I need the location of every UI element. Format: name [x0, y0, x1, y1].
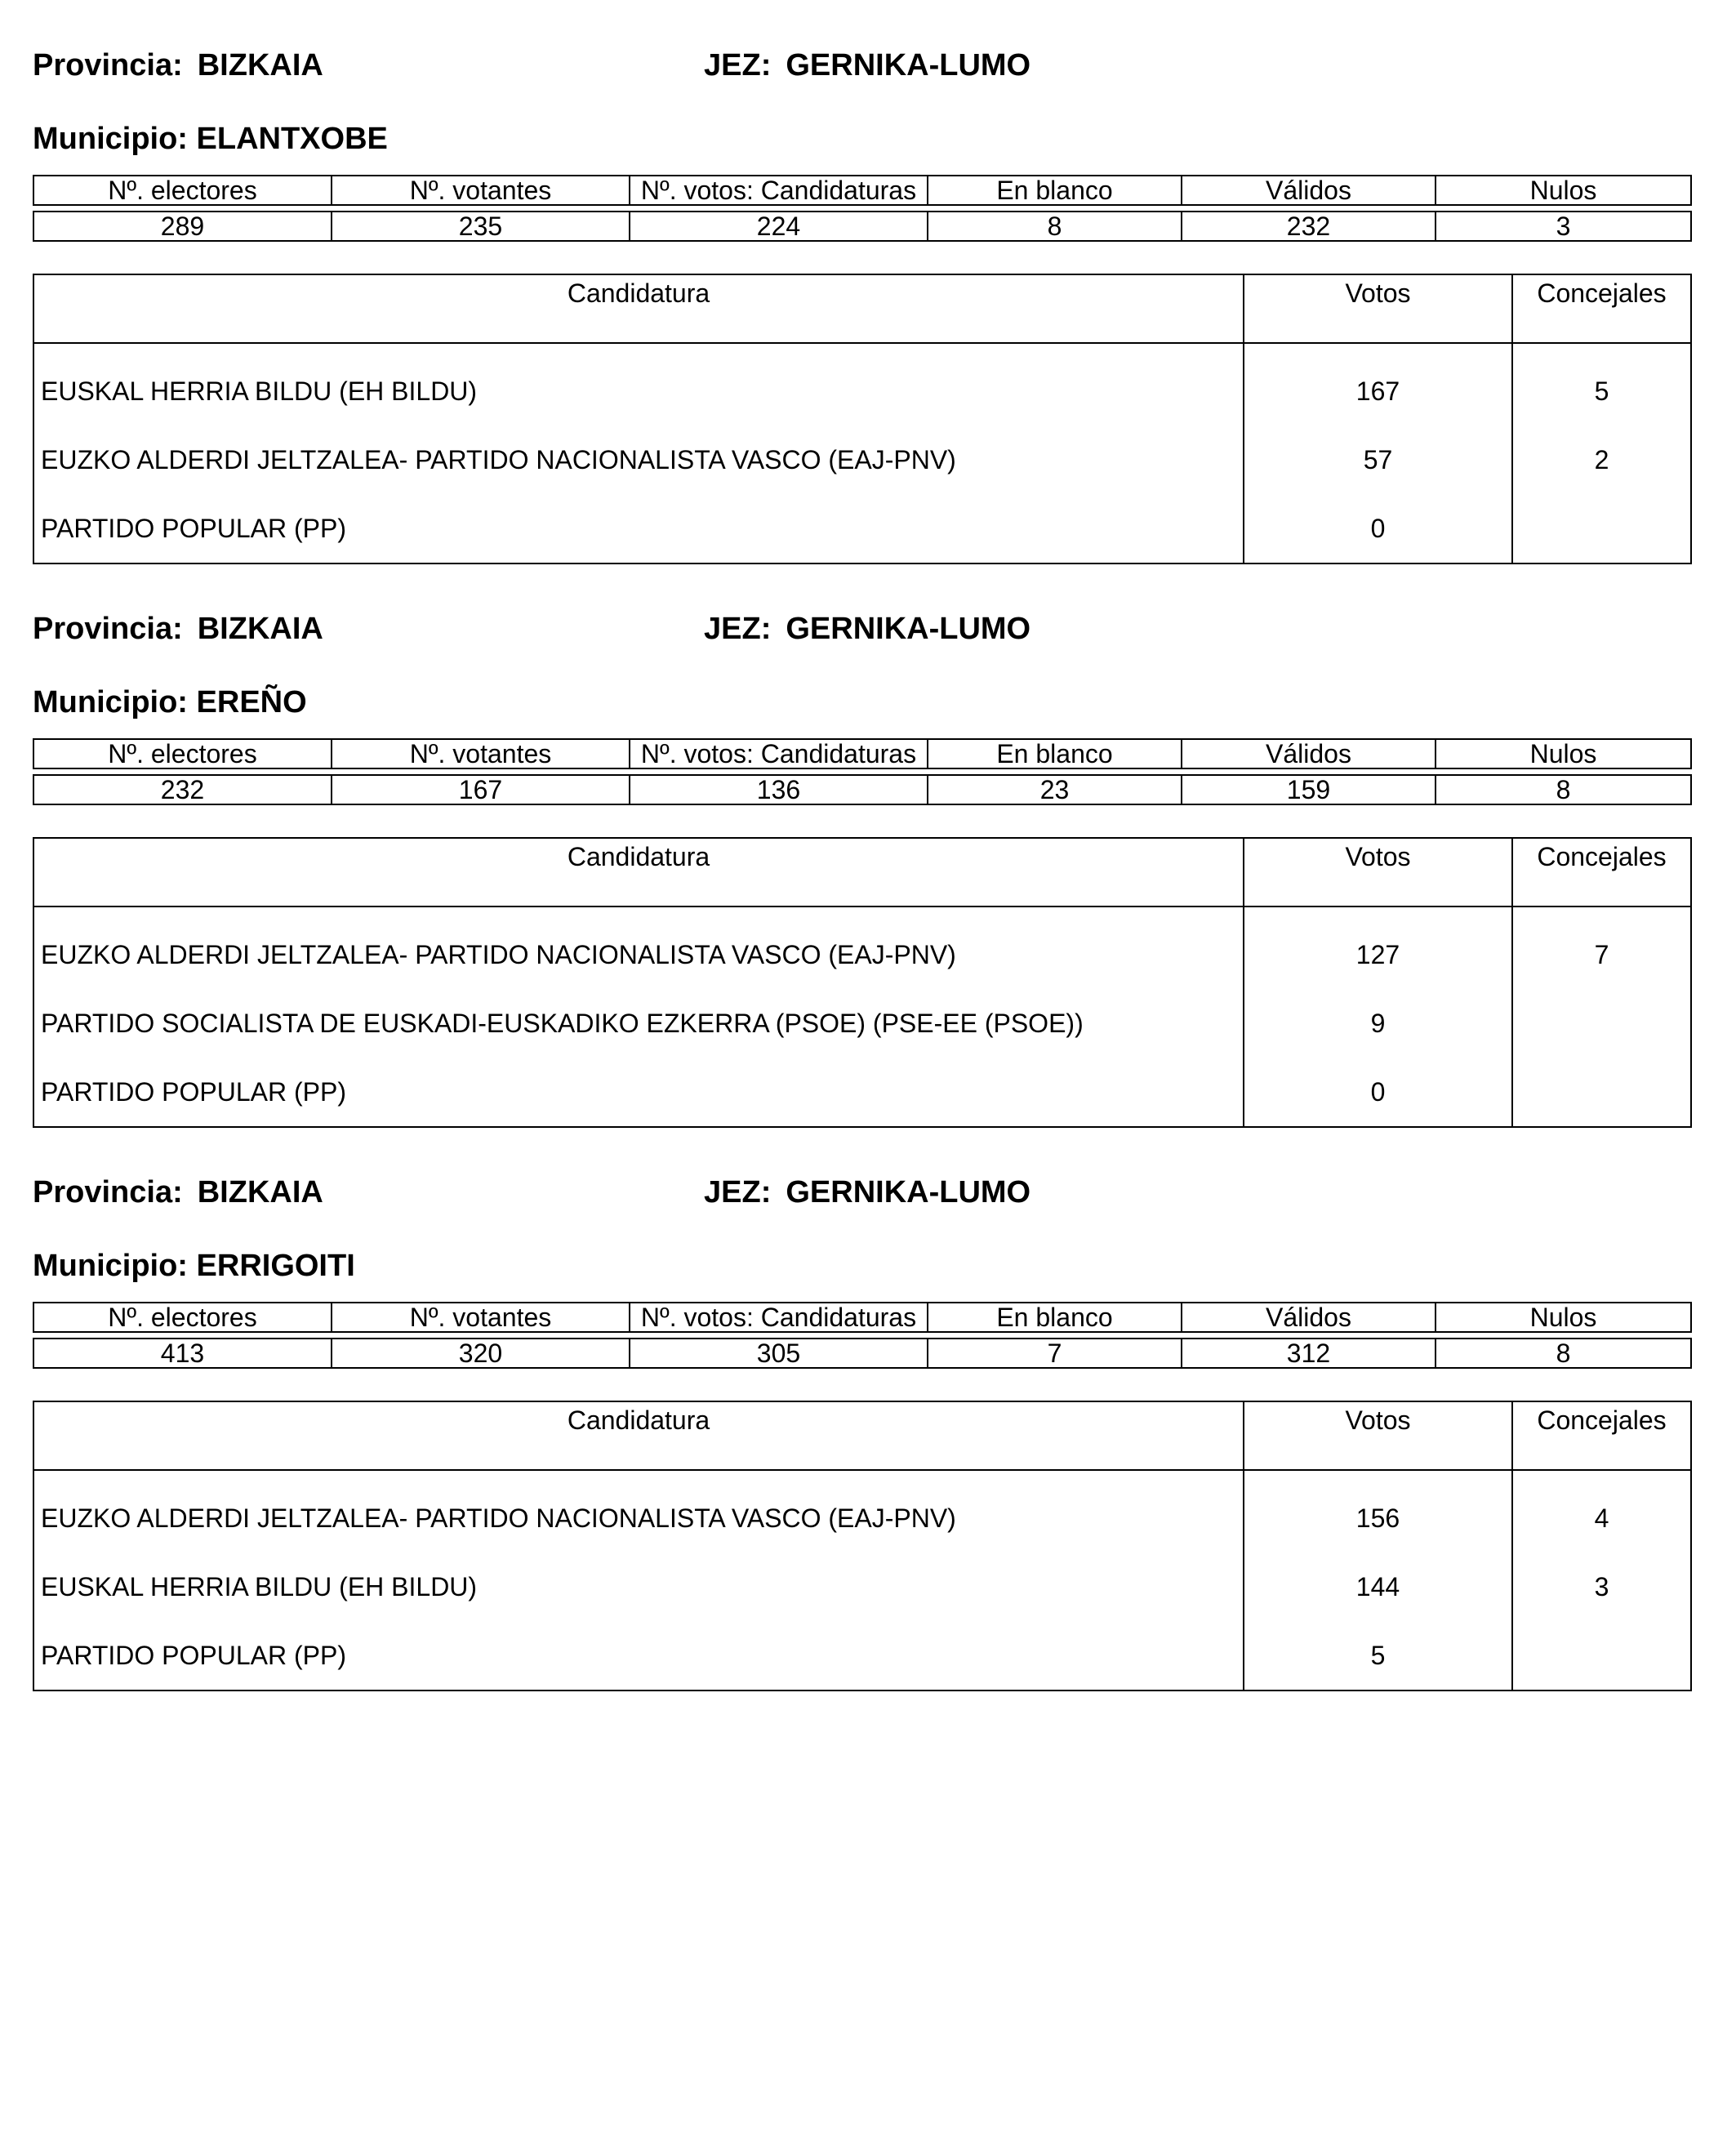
- summary-value-cell: 23: [928, 775, 1182, 804]
- concejales-header: Concejales: [1512, 838, 1691, 906]
- candidaturas-header-row: [33, 1401, 1691, 1470]
- concejales-value: [1512, 989, 1691, 1058]
- votos-header: Votos: [1244, 274, 1512, 343]
- summary-value-cell: 136: [630, 775, 928, 804]
- municipio-label: Municipio:: [33, 685, 188, 719]
- summary-header-cell: Nº. votos: Candidaturas: [630, 176, 928, 205]
- summary-header-cell: Nº. votos: Candidaturas: [630, 1303, 928, 1332]
- jez-value: GERNIKA-LUMO: [786, 1175, 1031, 1209]
- summary-header-cell: Nulos: [1436, 739, 1691, 768]
- summary-value-cell: 232: [1182, 212, 1436, 241]
- summary-table: [33, 175, 1692, 242]
- municipio-value: EREÑO: [196, 685, 307, 719]
- candidatura-name: EUZKO ALDERDI JELTZALEA- PARTIDO NACIONALISTA VASCO (EAJ-PNV): [33, 425, 1244, 494]
- table-row: [33, 1058, 1691, 1127]
- summary-values-row: [33, 212, 1691, 241]
- jez-label: JEZ:: [704, 48, 772, 82]
- summary-value-cell: 7: [928, 1339, 1182, 1368]
- summary-header-cell: Nulos: [1436, 176, 1691, 205]
- votos-value: 127: [1244, 906, 1512, 989]
- candidaturas-header-row: [33, 838, 1691, 906]
- summary-header-cell: Válidos: [1182, 1303, 1436, 1332]
- table-row: [33, 1470, 1691, 1552]
- summary-value-cell: 312: [1182, 1339, 1436, 1368]
- summary-header-cell: Nº. electores: [33, 739, 332, 768]
- summary-values-row: [33, 1339, 1691, 1368]
- votos-value: 0: [1244, 494, 1512, 564]
- jez-value: GERNIKA-LUMO: [786, 48, 1031, 82]
- municipio-heading: [33, 684, 307, 720]
- candidaturas-table: [33, 274, 1692, 564]
- municipality-section: [33, 595, 1690, 1147]
- votos-header: Votos: [1244, 1401, 1512, 1470]
- candidatura-name: PARTIDO POPULAR (PP): [33, 1621, 1244, 1690]
- table-row: [33, 1552, 1691, 1621]
- table-row: [33, 343, 1691, 425]
- summary-header-cell: Nº. electores: [33, 1303, 332, 1332]
- jez-heading: [704, 1174, 1030, 1210]
- candidatura-name: PARTIDO SOCIALISTA DE EUSKADI-EUSKADIKO EZKERRA (PSOE) (PSE-EE (PSOE)): [33, 989, 1244, 1058]
- concejales-value: 5: [1512, 343, 1691, 425]
- summary-header-cell: Nº. votantes: [332, 739, 630, 768]
- provincia-value: BIZKAIA: [197, 1175, 323, 1209]
- summary-header-cell: Nº. electores: [33, 176, 332, 205]
- summary-value-cell: 320: [332, 1339, 630, 1368]
- summary-values-row: [33, 775, 1691, 804]
- summary-value-cell: 305: [630, 1339, 928, 1368]
- votos-value: 9: [1244, 989, 1512, 1058]
- summary-value-cell: 167: [332, 775, 630, 804]
- jez-label: JEZ:: [704, 612, 772, 646]
- candidatura-header: Candidatura: [33, 274, 1244, 343]
- summary-header-cell: Válidos: [1182, 739, 1436, 768]
- concejales-value: 4: [1512, 1470, 1691, 1552]
- votos-value: 0: [1244, 1058, 1512, 1127]
- votos-value: 167: [1244, 343, 1512, 425]
- municipio-label: Municipio:: [33, 1249, 188, 1283]
- summary-value-cell: 8: [1436, 1339, 1691, 1368]
- candidaturas-header-row: [33, 274, 1691, 343]
- concejales-value: [1512, 494, 1691, 564]
- candidatura-name: EUZKO ALDERDI JELTZALEA- PARTIDO NACIONALISTA VASCO (EAJ-PNV): [33, 906, 1244, 989]
- candidatura-name: PARTIDO POPULAR (PP): [33, 1058, 1244, 1127]
- summary-value-cell: 289: [33, 212, 332, 241]
- votos-value: 57: [1244, 425, 1512, 494]
- provincia-label: Provincia:: [33, 1175, 183, 1209]
- jez-heading: [704, 611, 1030, 647]
- provincia-value: BIZKAIA: [197, 48, 323, 82]
- table-row: [33, 494, 1691, 564]
- provincia-label: Provincia:: [33, 612, 183, 646]
- summary-value-cell: 413: [33, 1339, 332, 1368]
- summary-value-cell: 8: [928, 212, 1182, 241]
- summary-header-row: [33, 1303, 1691, 1332]
- municipio-label: Municipio:: [33, 122, 188, 156]
- table-row: [33, 425, 1691, 494]
- candidatura-name: EUZKO ALDERDI JELTZALEA- PARTIDO NACIONALISTA VASCO (EAJ-PNV): [33, 1470, 1244, 1552]
- votos-header: Votos: [1244, 838, 1512, 906]
- municipio-value: ELANTXOBE: [196, 122, 388, 156]
- jez-heading: [704, 47, 1030, 83]
- summary-header-cell: En blanco: [928, 1303, 1182, 1332]
- provincia-heading: [33, 1174, 323, 1210]
- concejales-value: [1512, 1058, 1691, 1127]
- municipio-heading: [33, 1248, 355, 1284]
- concejales-header: Concejales: [1512, 1401, 1691, 1470]
- summary-header-cell: Nº. votantes: [332, 1303, 630, 1332]
- table-row: [33, 906, 1691, 989]
- provincia-heading: [33, 611, 323, 647]
- summary-value-cell: 232: [33, 775, 332, 804]
- concejales-value: [1512, 1621, 1691, 1690]
- summary-header-cell: Nulos: [1436, 1303, 1691, 1332]
- concejales-value: 3: [1512, 1552, 1691, 1621]
- summary-header-row: [33, 739, 1691, 768]
- table-row: [33, 989, 1691, 1058]
- table-row: [33, 1621, 1691, 1690]
- candidaturas-table: [33, 837, 1692, 1128]
- votos-value: 5: [1244, 1621, 1512, 1690]
- summary-header-cell: Válidos: [1182, 176, 1436, 205]
- summary-header-row: [33, 176, 1691, 205]
- candidaturas-table: [33, 1401, 1692, 1691]
- jez-value: GERNIKA-LUMO: [786, 612, 1031, 646]
- candidatura-name: EUSKAL HERRIA BILDU (EH BILDU): [33, 1552, 1244, 1621]
- provincia-heading: [33, 47, 323, 83]
- candidatura-header: Candidatura: [33, 1401, 1244, 1470]
- summary-table: [33, 738, 1692, 805]
- candidatura-name: PARTIDO POPULAR (PP): [33, 494, 1244, 564]
- candidatura-header: Candidatura: [33, 838, 1244, 906]
- municipality-section: [33, 31, 1690, 583]
- summary-value-cell: 8: [1436, 775, 1691, 804]
- summary-value-cell: 235: [332, 212, 630, 241]
- summary-header-cell: Nº. votantes: [332, 176, 630, 205]
- summary-value-cell: 3: [1436, 212, 1691, 241]
- candidatura-name: EUSKAL HERRIA BILDU (EH BILDU): [33, 343, 1244, 425]
- municipality-section: [33, 1158, 1690, 1710]
- jez-label: JEZ:: [704, 1175, 772, 1209]
- concejales-header: Concejales: [1512, 274, 1691, 343]
- municipio-value: ERRIGOITI: [196, 1249, 355, 1283]
- provincia-value: BIZKAIA: [197, 612, 323, 646]
- summary-header-cell: Nº. votos: Candidaturas: [630, 739, 928, 768]
- summary-value-cell: 159: [1182, 775, 1436, 804]
- summary-header-cell: En blanco: [928, 739, 1182, 768]
- concejales-value: 7: [1512, 906, 1691, 989]
- votos-value: 144: [1244, 1552, 1512, 1621]
- concejales-value: 2: [1512, 425, 1691, 494]
- provincia-label: Provincia:: [33, 48, 183, 82]
- votos-value: 156: [1244, 1470, 1512, 1552]
- summary-header-cell: En blanco: [928, 176, 1182, 205]
- municipio-heading: [33, 121, 388, 157]
- summary-value-cell: 224: [630, 212, 928, 241]
- summary-table: [33, 1302, 1692, 1369]
